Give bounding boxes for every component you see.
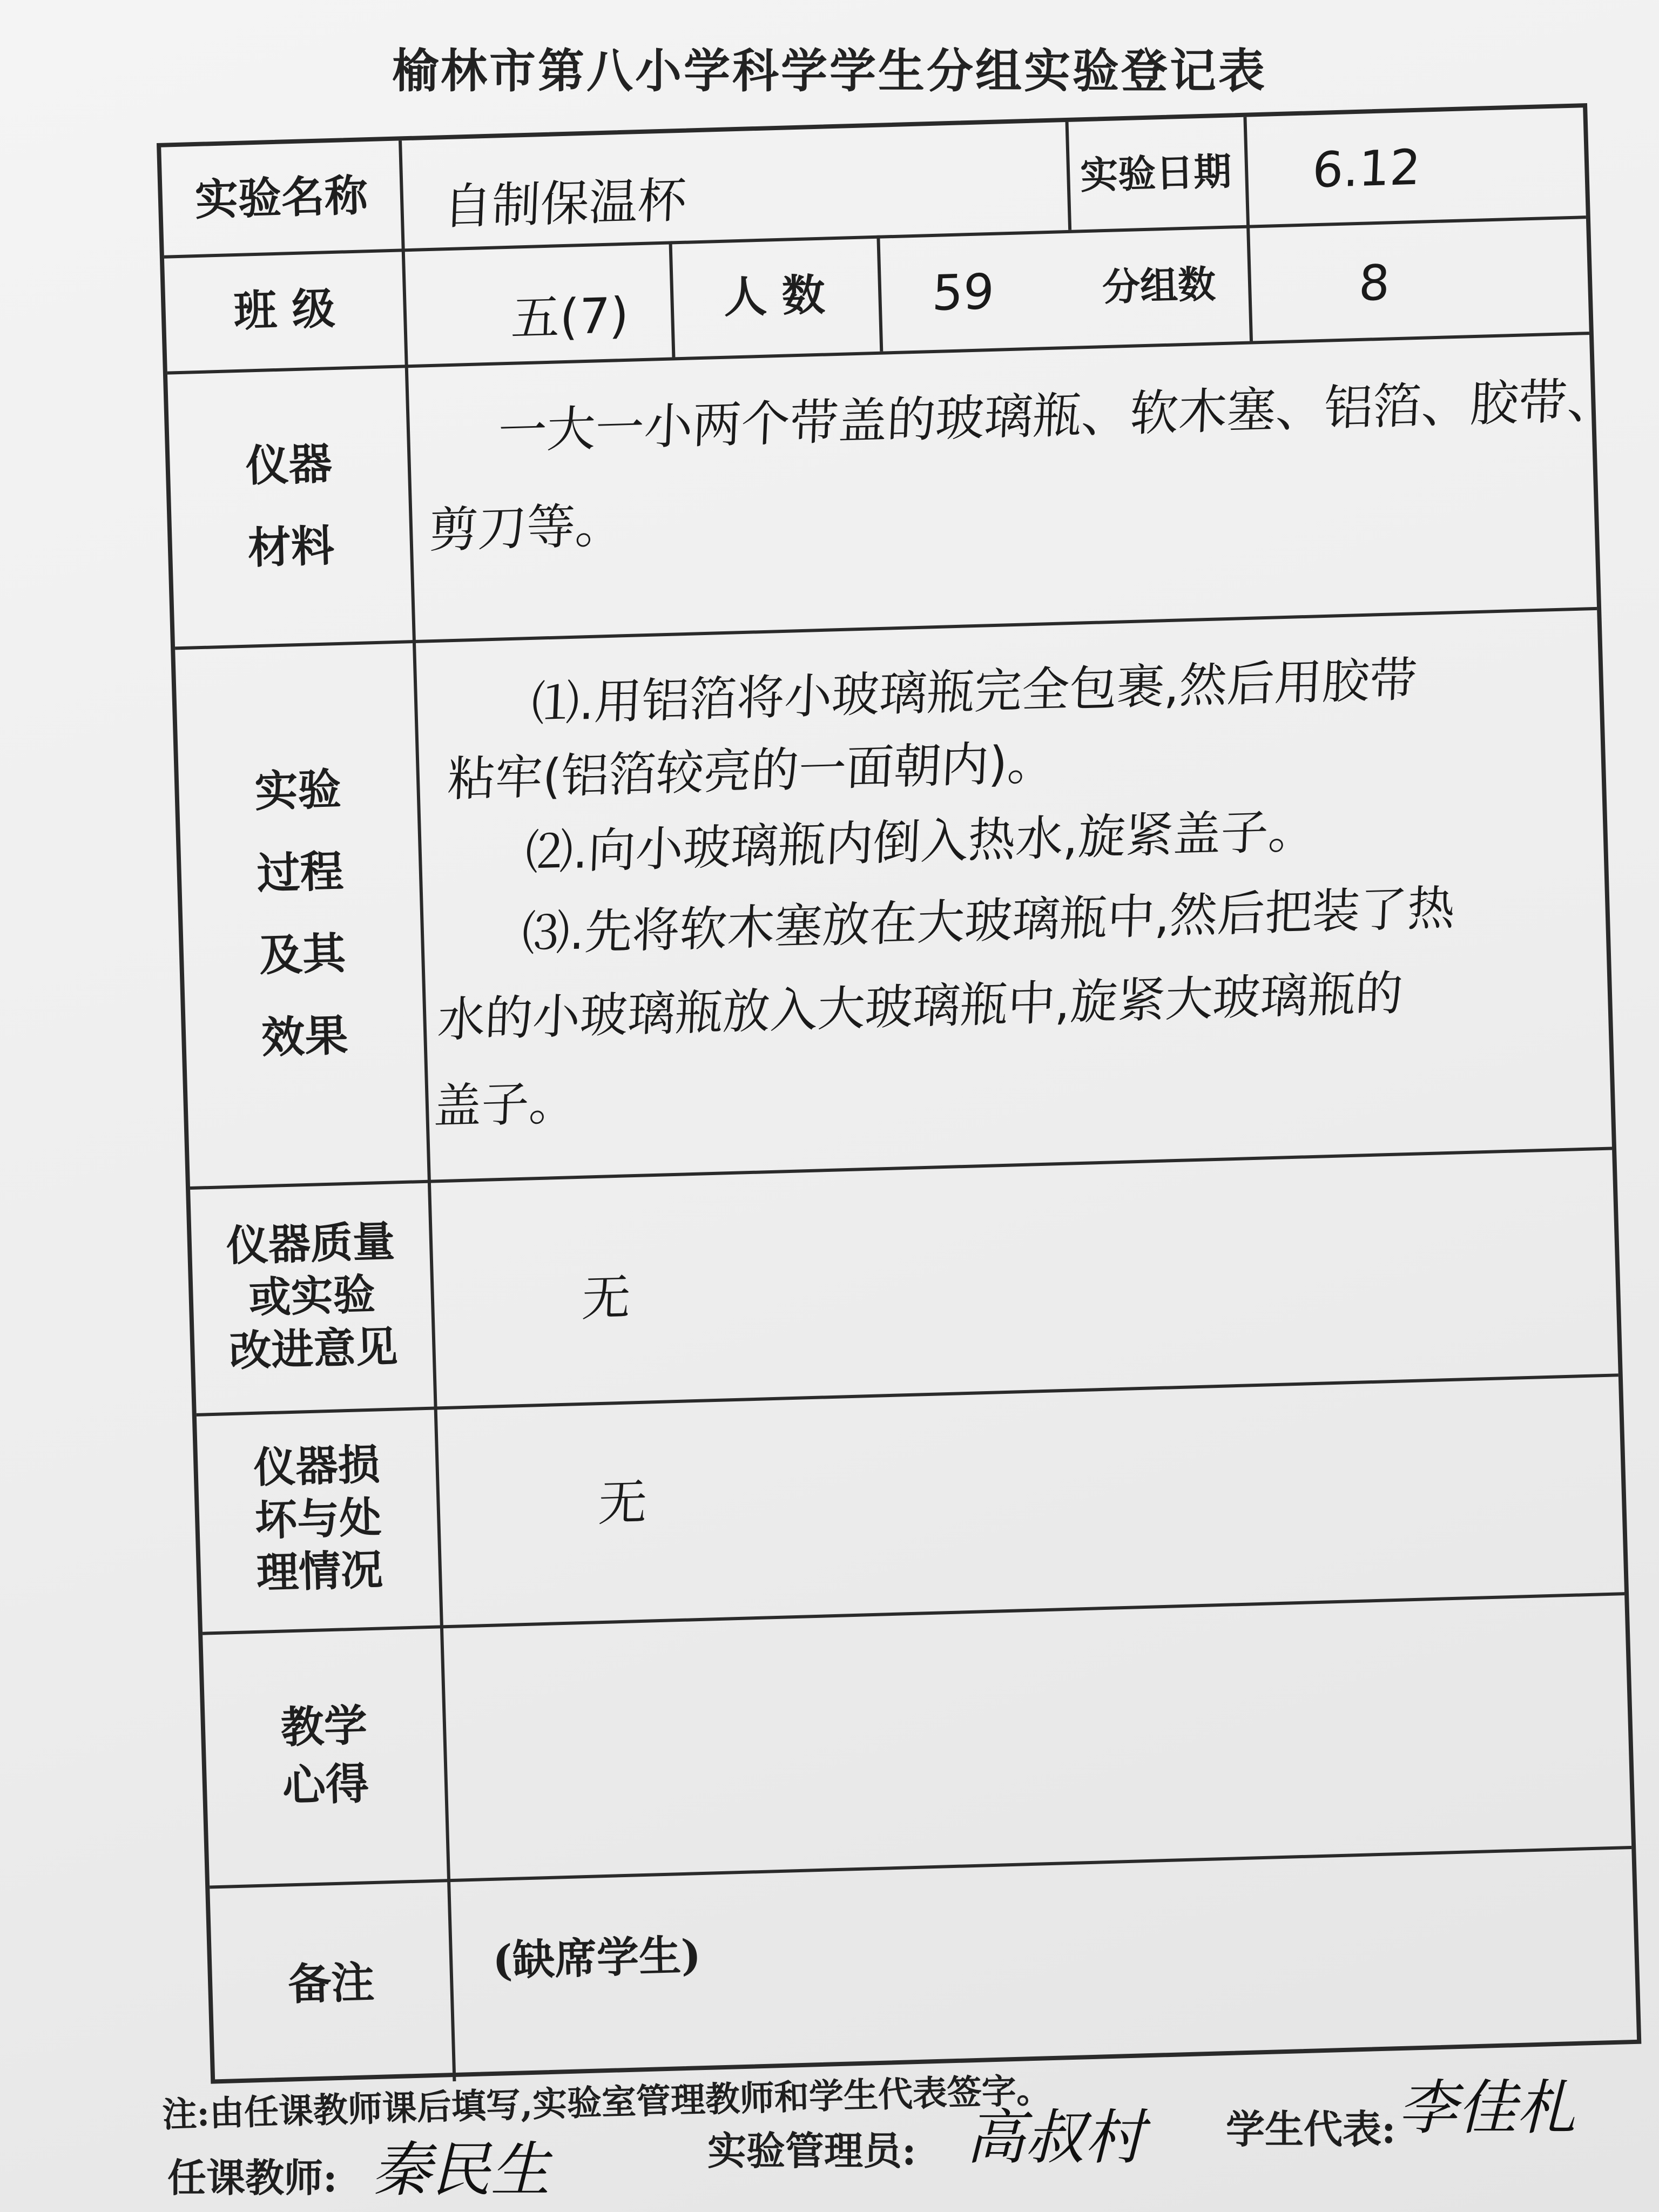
registration-table bbox=[157, 103, 1641, 2084]
teacher-label: 任课教师: bbox=[167, 2155, 338, 2201]
quality-value: 无 bbox=[581, 1269, 632, 1327]
process-line: 盖子。 bbox=[433, 1074, 578, 1135]
experiment-name-value: 自制保温杯 bbox=[442, 172, 687, 236]
form-title: 榆林市第八小学科学学生分组实验登记表 bbox=[392, 44, 1267, 98]
student-count-label: 人 数 bbox=[723, 269, 826, 323]
materials-text bbox=[426, 362, 1617, 621]
student-rep-signature: 李佳札 bbox=[1394, 2073, 1590, 2142]
group-count-value: 8 bbox=[1357, 254, 1391, 313]
student-rep-label: 学生代表: bbox=[1226, 2106, 1396, 2152]
quality-label: 仪器质量 或实验 改进意见 bbox=[225, 1217, 399, 1376]
teacher-signature: 秦民生 bbox=[368, 2135, 564, 2204]
process-line: 粘牢(铝箔较亮的一面朝内)。 bbox=[446, 734, 1056, 807]
class-value: 五(7) bbox=[510, 287, 630, 347]
materials-label: 仪器 材料 bbox=[245, 438, 335, 574]
class-label: 班 级 bbox=[233, 282, 336, 336]
student-count-value: 59 bbox=[931, 263, 996, 322]
damage-label: 仪器损 坏与处 理情况 bbox=[253, 1440, 384, 1599]
reflection-label: 教学 心得 bbox=[280, 1700, 370, 1811]
footer-note: 注:由任课教师课后填写,实验室管理教师和学生代表签字。 bbox=[161, 2070, 1051, 2135]
remarks-value: (缺席学生) bbox=[491, 1931, 702, 1986]
process-label: 实验 过程 及其 效果 bbox=[254, 763, 349, 1063]
experiment-date-label: 实验日期 bbox=[1080, 149, 1232, 198]
damage-value: 无 bbox=[597, 1474, 649, 1533]
admin-label: 实验管理员: bbox=[707, 2128, 916, 2174]
process-line: ⑶.先将软木塞放在大玻璃瓶中,然后把装了热 bbox=[521, 880, 1456, 962]
admin-signature: 高叔村 bbox=[962, 2103, 1158, 2172]
group-count-label: 分组数 bbox=[1101, 261, 1217, 309]
materials-line: 剪刀等。 bbox=[428, 497, 625, 559]
process-text bbox=[431, 636, 1608, 1166]
remarks-label: 备注 bbox=[287, 1956, 375, 2010]
process-line: ⑴.用铝箔将小玻璃瓶完全包裹,然后用胶带 bbox=[530, 651, 1419, 732]
materials-line: 一大一小两个带盖的玻璃瓶、软木塞、铝箔、胶带、 bbox=[497, 372, 1617, 460]
process-line: ⑵.向小玻璃瓶内倒入热水,旋紧盖子。 bbox=[524, 802, 1317, 881]
process-line: 水的小玻璃瓶放入大玻璃瓶中,旋紧大玻璃瓶的 bbox=[436, 965, 1404, 1048]
experiment-date-value: 6.12 bbox=[1311, 139, 1422, 199]
experiment-name-label: 实验名称 bbox=[194, 170, 369, 226]
